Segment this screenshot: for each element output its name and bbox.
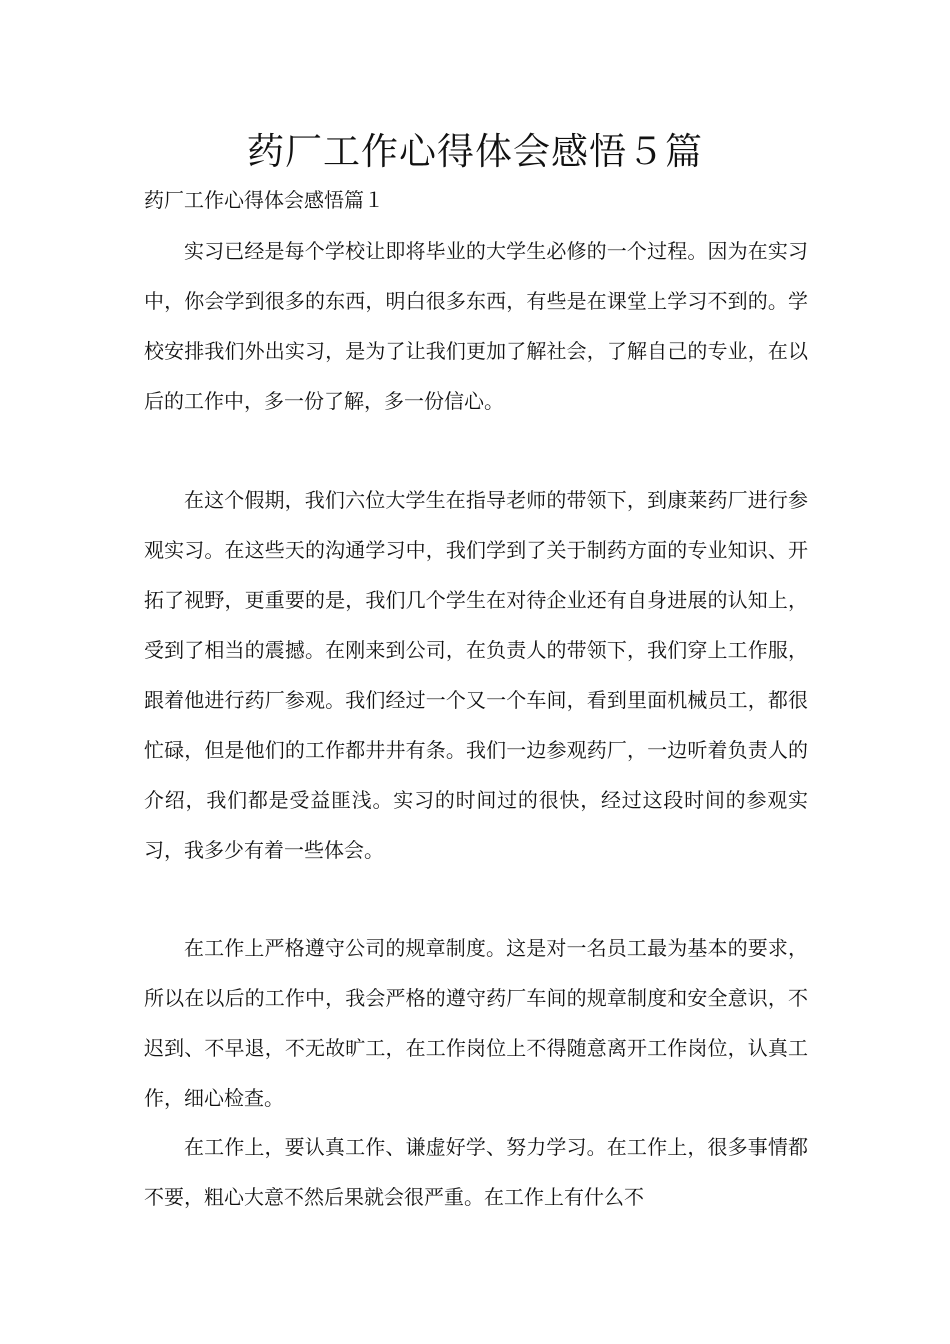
- document-title: 药厂工作心得体会感悟５篇: [247, 130, 703, 173]
- paragraph-1: 实习已经是每个学校让即将毕业的大学生必修的一个过程。因为在实习中，你会学到很多的东西，明白很多东西，有些是在课堂上学习不到的。学校安排我们外出实习，是为了让我们更加了解社会，了解自己的专业，在以后的工作中，多一份了解，多一份信心。: [144, 239, 808, 413]
- paragraph-3: 在工作上严格遵守公司的规章制度。这是对一名员工最为基本的要求，所以在以后的工作中，我会严格的遵守药厂车间的规章制度和安全意识，不迟到、不早退，不无故旷工，在工作岗位上不得随意离开工作岗位，认真工作，细心检查。: [144, 936, 808, 1110]
- section-heading: 药厂工作心得体会感悟篇１: [144, 188, 384, 212]
- paragraph-4: 在工作上，要认真工作、谦虚好学、努力学习。在工作上，很多事情都不要，粗心大意不然后果就会很严重。在工作上有什么不: [144, 1135, 808, 1209]
- paragraph-2: 在这个假期，我们六位大学生在指导老师的带领下，到康莱药厂进行参观实习。在这些天的沟通学习中，我们学到了关于制药方面的专业知识、开拓了视野，更重要的是，我们几个学生在对待企业还有自身进展的认知上，受到了相当的震撼。在刚来到公司，在负责人的带领下，我们穿上工作服，跟着他进行药厂参观。我们经过一个又一个车间，看到里面机械员工，都很忙碌，但是他们的工作都井井有条。我们一边参观药厂，一边听着负责人的介绍，我们都是受益匪浅。实习的时间过的很快，经过这段时间的参观实习，我多少有着一些体会。: [144, 488, 808, 862]
